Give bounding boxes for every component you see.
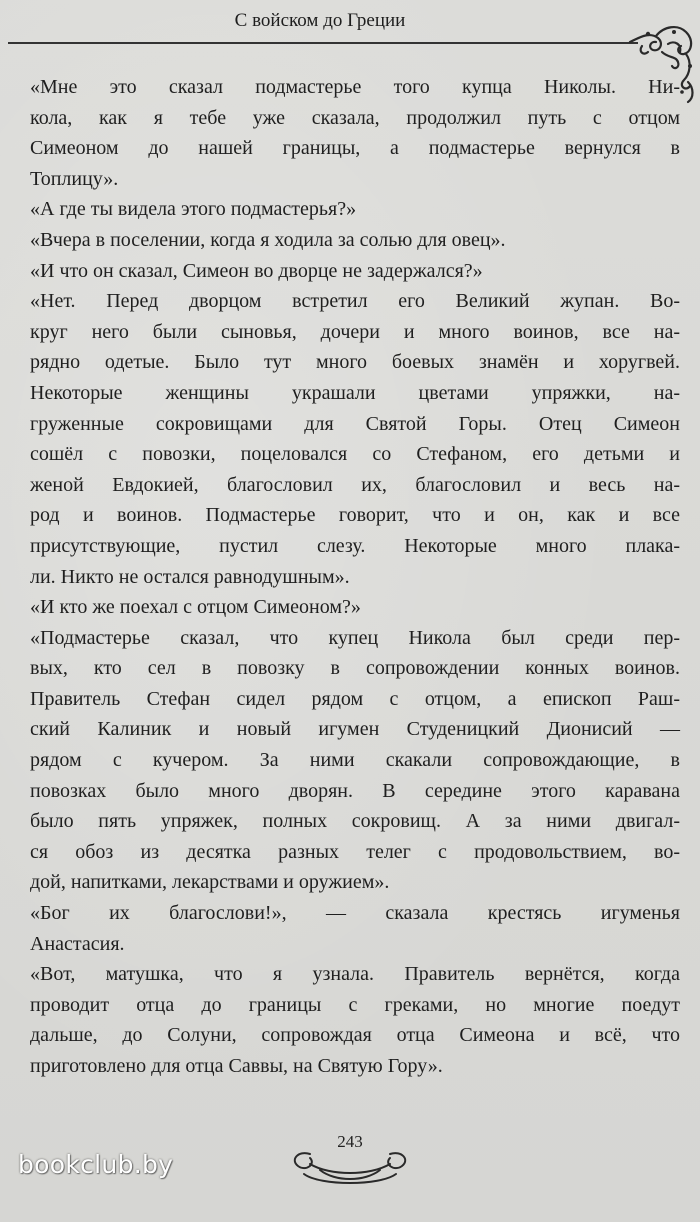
text-line: проводит отца до границы с греками, но многие поедут	[30, 993, 680, 1016]
body-text	[30, 72, 680, 1082]
text-line: повозках было много дворян. В середине этого каравана	[30, 779, 680, 802]
scroll-flourish-icon	[280, 1130, 420, 1190]
text-line: дой, напитками, лекарствами и оружием».	[30, 871, 390, 894]
text-line: круг него были сыновья, дочери и много воинов, все на-	[30, 320, 680, 343]
text-line: сошёл с повозки, поцеловался со Стефаном, его детьми и	[30, 443, 680, 466]
text-line: род и воинов. Подмастерье говорит, что и он, как и все	[30, 504, 680, 527]
paragraph	[30, 959, 680, 1081]
text-line: Анастасия.	[30, 932, 125, 955]
text-line: «И кто же поехал с отцом Симеоном?»	[30, 596, 361, 619]
paragraph	[30, 286, 680, 378]
paragraph	[30, 378, 680, 592]
watermark: bookclub.by	[18, 1150, 174, 1179]
text-line: «И что он сказал, Симеон во дворце не задержался?»	[30, 259, 483, 282]
page-number: 243	[337, 1132, 363, 1151]
header-rule	[8, 42, 638, 44]
text-line: «Подмастерье сказал, что купец Никола был среди пер-	[30, 626, 680, 649]
paragraph	[30, 592, 680, 623]
text-line: «Нет. Перед дворцом встретил его Великий жупан. Во-	[30, 290, 680, 313]
paragraph	[30, 72, 680, 194]
page-footer	[280, 1130, 420, 1190]
text-line: присутствующие, пустил слезу. Некоторые много плака-	[30, 534, 680, 557]
text-line: дальше, до Солуни, сопровождая отца Симеона и всё, что	[30, 1024, 680, 1047]
text-line: вых, кто сел в повозку в сопровождении конных воинов.	[30, 657, 680, 680]
text-line: было пять упряжек, полных сокровищ. А за ними двигал-	[30, 810, 680, 833]
text-line: ский Калиник и новый игумен Студеницкий Дионисий —	[30, 718, 680, 741]
text-line: «Мне это сказал подмастерье того купца Николы. Ни-	[30, 76, 680, 98]
text-line: Топлицу».	[30, 167, 119, 190]
text-line: «А где ты видела этого подмастерья?»	[30, 198, 357, 221]
paragraph	[30, 194, 680, 225]
text-line: груженные сокровищами для Святой Горы. Отец Симеон	[30, 412, 680, 435]
paragraph	[30, 623, 680, 898]
text-line: Симеоном до нашей границы, а подмастерье вернулся в	[30, 137, 680, 160]
text-line: «Вчера в поселении, когда я ходила за солью для овец».	[30, 228, 506, 251]
text-line: рядно одетые. Было тут много боевых знамён и хоругвей.	[30, 351, 680, 374]
running-head: С войском до Греции	[234, 10, 406, 31]
text-line: ся обоз из десятка разных телег с продовольствием, во-	[30, 840, 680, 863]
text-line: Некоторые женщины украшали цветами упряжки, на-	[30, 381, 680, 404]
text-line: рядом с кучером. За ними скакали сопровождающие, в	[30, 749, 680, 772]
text-line: «Бог их благослови!», — сказала крестясь игуменья	[30, 902, 680, 925]
text-line: кола, как я тебе уже сказала, продолжил путь с отцом	[30, 106, 680, 129]
text-line: приготовлено для отца Саввы, на Святую Гору».	[30, 1055, 443, 1077]
paragraph	[30, 256, 680, 287]
paragraph	[30, 225, 680, 256]
paragraph	[30, 898, 680, 959]
text-line: Правитель Стефан сидел рядом с отцом, а епископ Раш-	[30, 687, 680, 710]
text-line: женой Евдокией, благословил их, благословил и весь на-	[30, 473, 680, 496]
text-line: «Вот, матушка, что я узнала. Правитель вернётся, когда	[30, 963, 680, 986]
text-line: ли. Никто не остался равнодушным».	[30, 565, 350, 588]
